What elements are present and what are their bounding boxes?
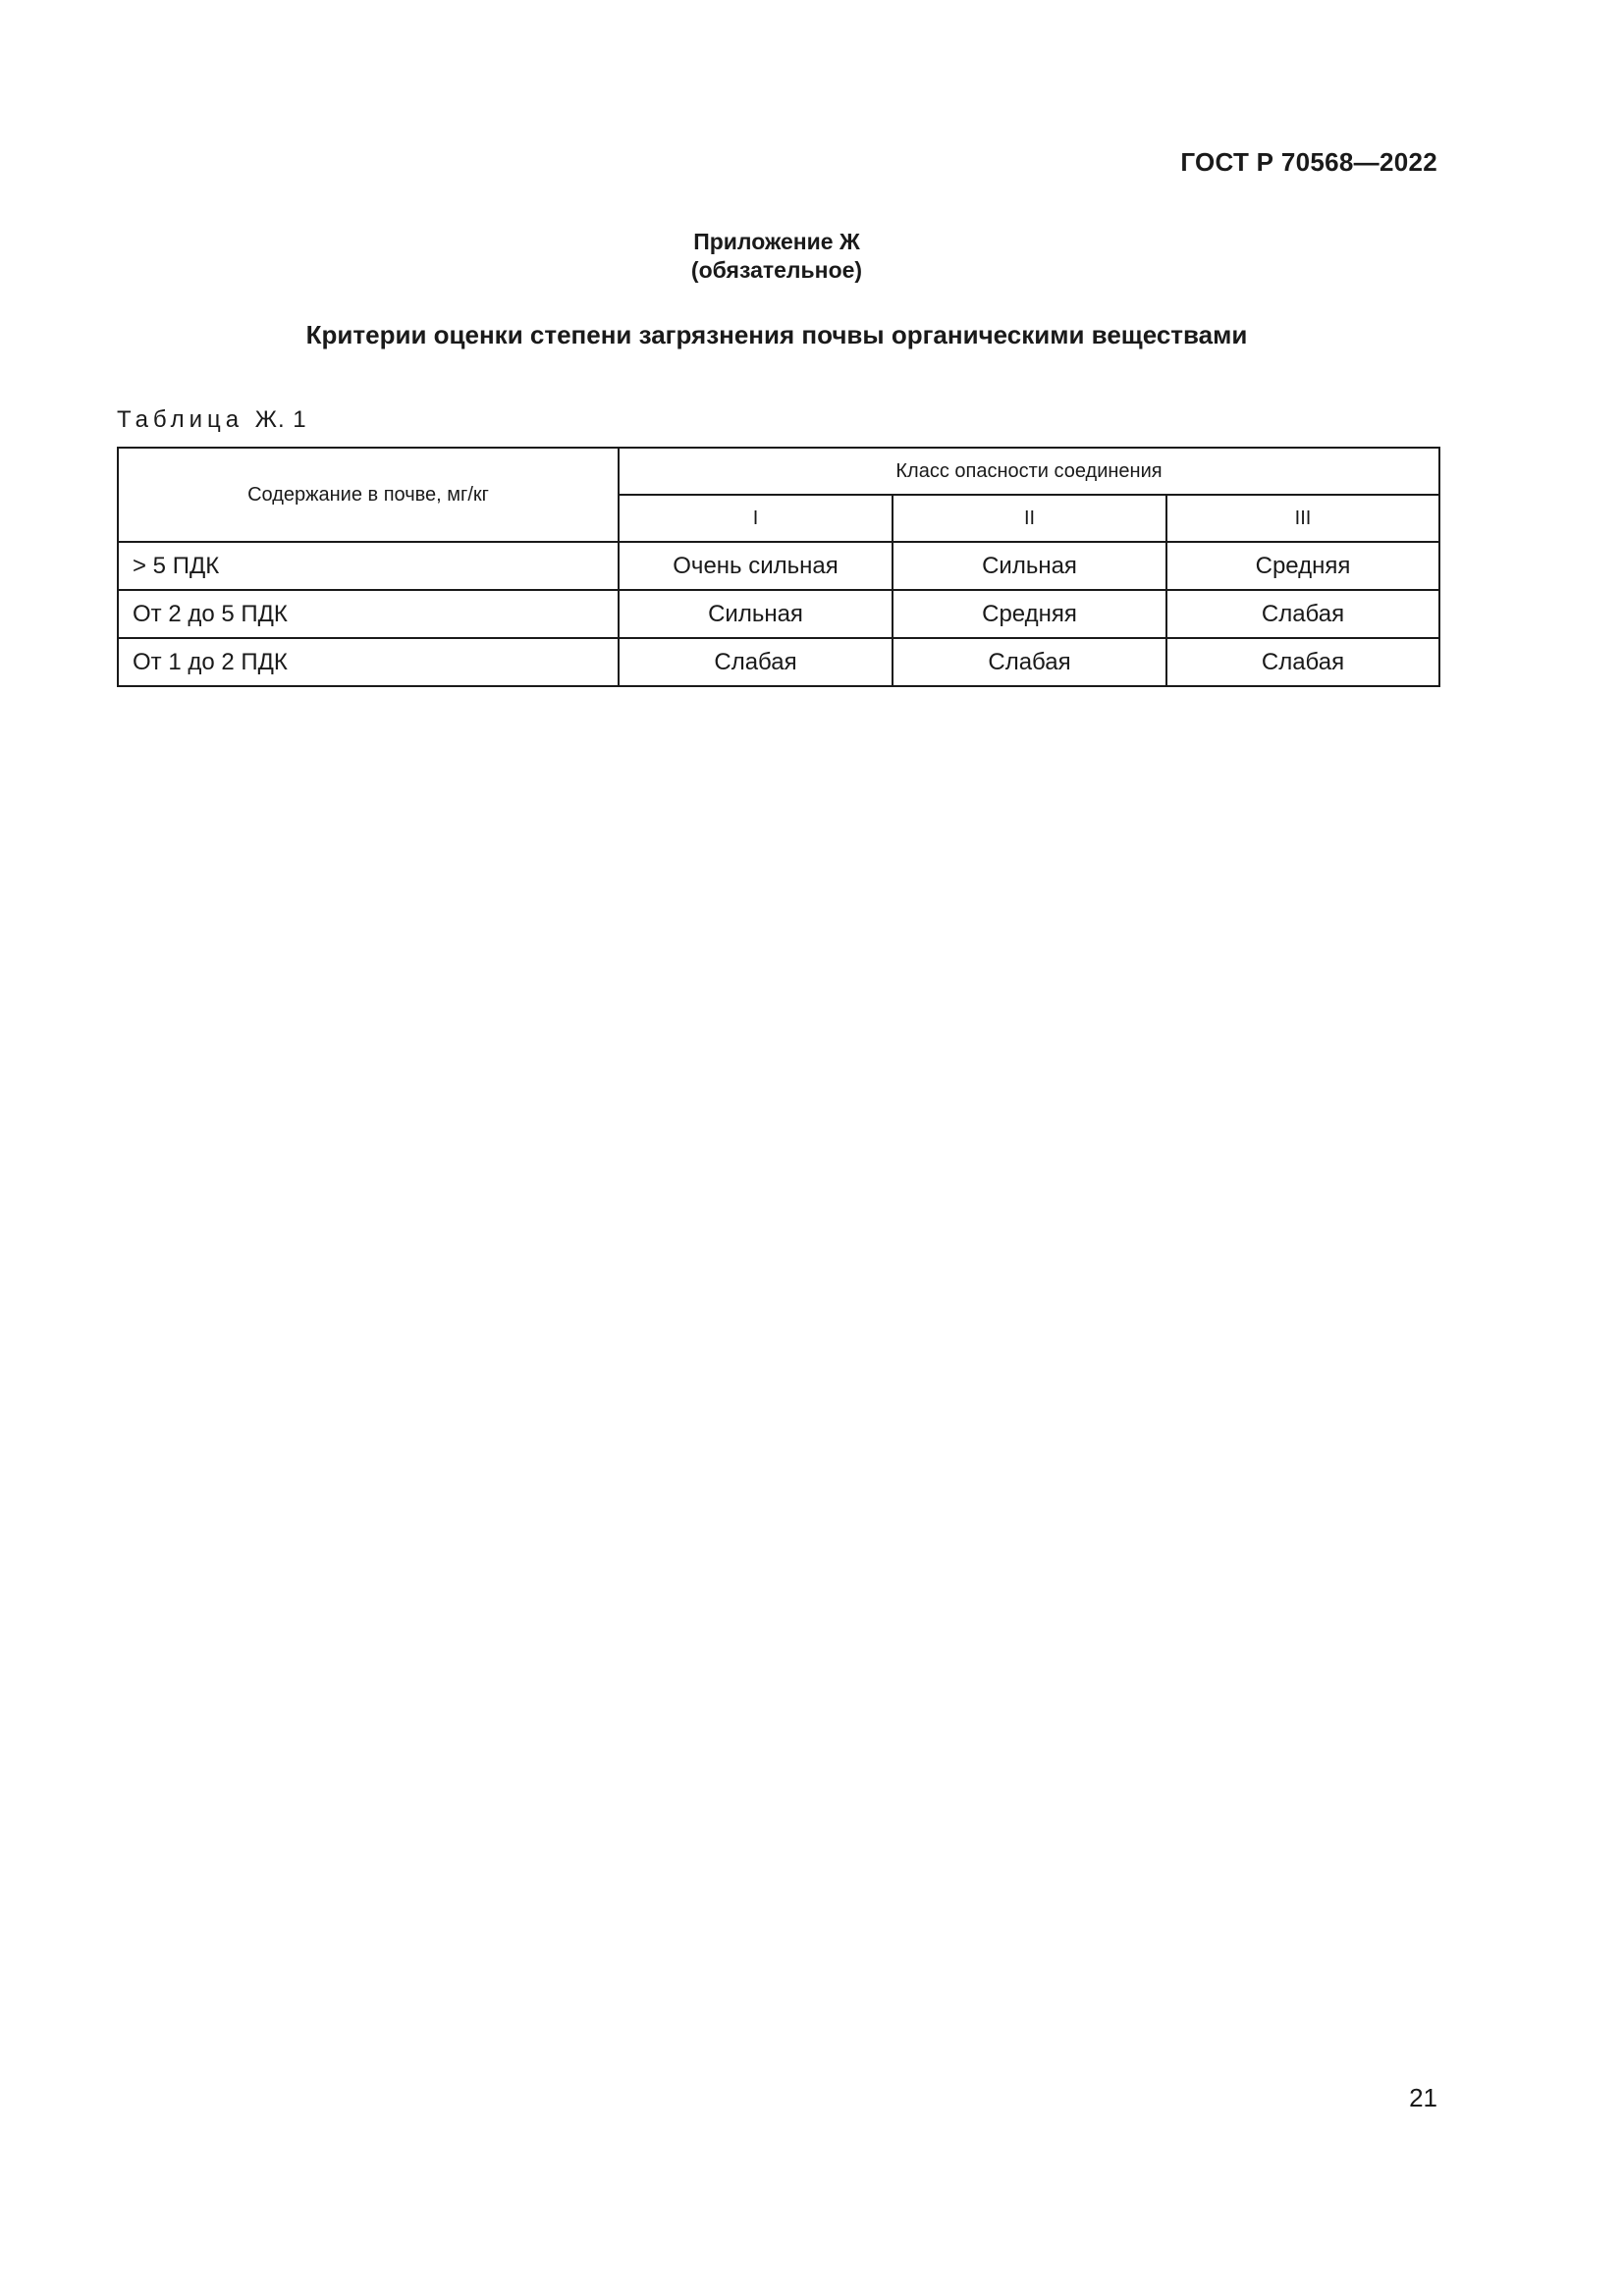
class-header-cell: I (619, 495, 893, 542)
table-row (118, 590, 1439, 638)
row-label: > 5 ПДК (118, 542, 619, 590)
table-cell: Слабая (1166, 590, 1439, 638)
hazard-class-header: Класс опасности соединения (619, 448, 1439, 495)
table-cell: Слабая (1166, 638, 1439, 686)
table-caption-number: Ж. 1 (254, 406, 307, 433)
criteria-table (117, 447, 1440, 687)
table-cell: Слабая (619, 638, 893, 686)
table-caption (117, 406, 307, 434)
section-title: Критерии оценки степени загрязнения почвы органическими веществами (305, 320, 1248, 349)
page-number: 21 (1409, 2083, 1437, 2112)
table-caption-label: Таблица (117, 406, 244, 433)
content-column-header: Содержание в почве, мг/кг (118, 448, 619, 542)
document-code: ГОСТ Р 70568—2022 (1180, 147, 1437, 177)
appendix-title: Приложение Ж (693, 229, 860, 254)
table-cell: Сильная (619, 590, 893, 638)
table-cell: Слабая (893, 638, 1166, 686)
class-header-cell: II (893, 495, 1166, 542)
table-cell: Средняя (1166, 542, 1439, 590)
table-row (118, 542, 1439, 590)
table-cell: Средняя (893, 590, 1166, 638)
row-label: От 2 до 5 ПДК (118, 590, 619, 638)
table-cell: Сильная (893, 542, 1166, 590)
class-header-cell: III (1166, 495, 1439, 542)
table-header-row (118, 448, 1439, 495)
row-label: От 1 до 2 ПДК (118, 638, 619, 686)
table-cell: Очень сильная (619, 542, 893, 590)
appendix-status: (обязательное) (690, 257, 863, 283)
table-row (118, 638, 1439, 686)
